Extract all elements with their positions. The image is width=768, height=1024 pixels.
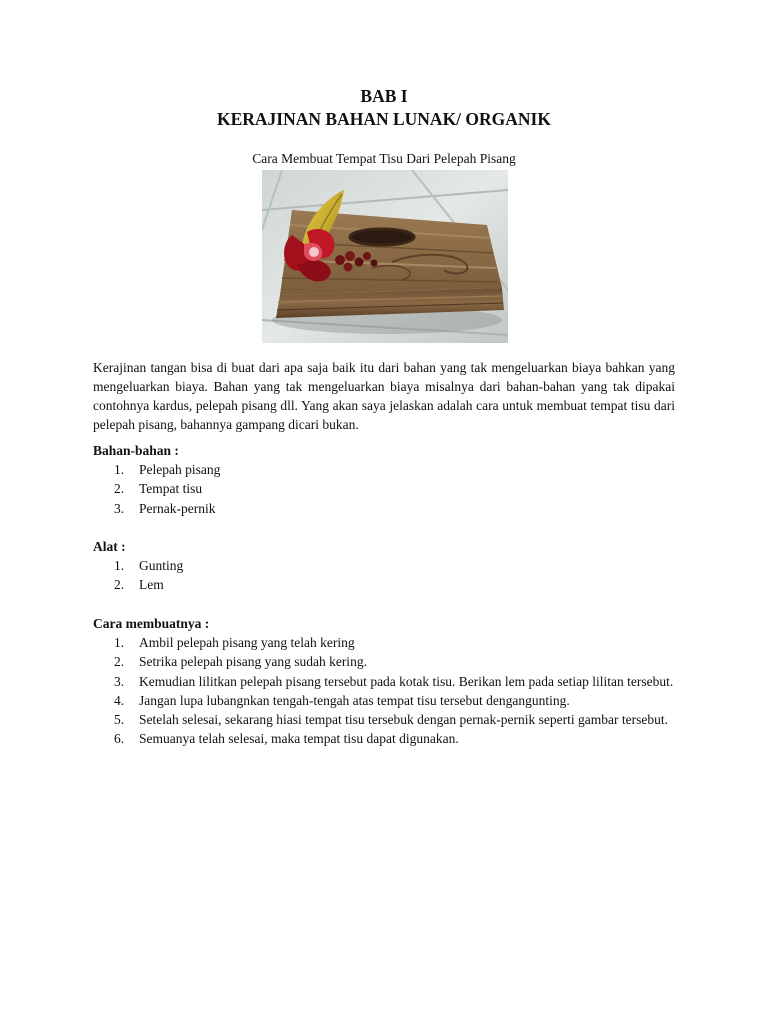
list-item: 6. Semuanya telah selesai, maka tempat tisu dapat digunakan. (114, 731, 459, 747)
list-item: 1. Ambil pelepah pisang yang telah kering (114, 635, 355, 650)
bahan-list (93, 460, 675, 518)
cara-list (93, 633, 675, 749)
chapter-title: KERAJINAN BAHAN LUNAK/ ORGANIK (217, 109, 551, 129)
bahan-heading: Bahan-bahan : (93, 443, 179, 458)
list-item: 2. Setrika pelepah pisang yang sudah kering. (114, 654, 367, 670)
alat-heading: Alat : (93, 539, 126, 554)
list-item: 1. Gunting (114, 558, 184, 573)
list-item: 5. Setelah selesai, sekarang hiasi tempat tisu tersebuk dengan pernak-pernik seperti gambar tersebut. (114, 712, 668, 728)
chapter-heading: BAB I (360, 86, 408, 106)
list-item: 4. Jangan lupa lubangnkan tengah-tengah atas tempat tisu tersebut dengangunting. (114, 692, 570, 708)
list-item: 2. Lem (114, 577, 164, 593)
list-item: 3. Pernak-pernik (114, 500, 216, 516)
list-item: 1. Pelepah pisang (114, 462, 221, 477)
intro-paragraph: Kerajinan tangan bisa di buat dari apa saja baik itu dari bahan yang tak mengeluarkan biaya bahkan yang mengeluarkan biaya. Bahan yang tak mengeluarkan biaya misalnya dari bahan-bahan yang tak dipakai contohnya kardus, pelepah pisang dll. Yang akan saya jelaskan adalah cara untuk membuat tempat tisu dari pelepah pisang, bahannya gampang dicari bukan. (93, 359, 675, 433)
cara-heading: Cara membuatnya : (93, 616, 210, 631)
list-item: 2. Tempat tisu (114, 481, 203, 497)
tissue-box-photo (262, 170, 508, 343)
photo-caption: Cara Membuat Tempat Tisu Dari Pelepah Pisang (252, 151, 516, 166)
list-item: 3. Kemudian lilitkan pelepah pisang tersebut pada kotak tisu. Berikan lem pada setiap lilitan tersebut. (114, 673, 674, 689)
alat-list (93, 556, 675, 595)
